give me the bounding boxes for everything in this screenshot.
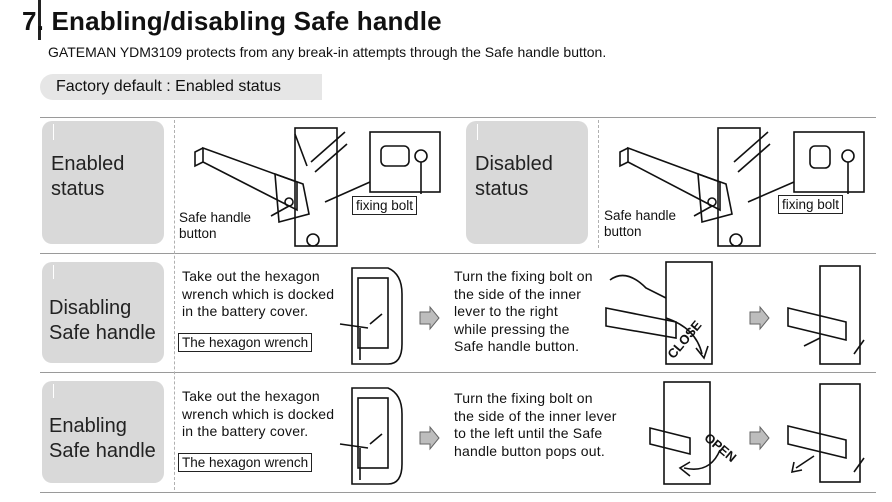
label-line: Disabled: [475, 153, 553, 175]
disabled-status-label: [475, 152, 553, 202]
divider: [40, 253, 876, 254]
close-label: CLOSE: [664, 317, 705, 362]
chevron-right-icon: [746, 426, 770, 450]
safe-handle-button-callout: [604, 208, 676, 240]
page-title: 7. Enabling/disabling Safe handle: [22, 6, 442, 36]
chevron-right-icon: [746, 306, 770, 330]
label-line: Disabling: [49, 297, 132, 319]
instruction-line: in the battery cover.: [182, 303, 309, 319]
instruction-line: in the battery cover.: [182, 423, 309, 439]
column-divider: [174, 120, 175, 490]
bolt-closed-illustration: [784, 262, 876, 368]
bolt-open-illustration: [784, 380, 876, 486]
hexagon-wrench-callout: The hexagon wrench: [178, 453, 312, 472]
instruction-line: to the left until the Safe: [454, 425, 603, 441]
enabled-status-label: [51, 152, 124, 202]
instruction-line: wrench which is docked: [182, 285, 335, 302]
factory-default-text: Factory default : Enabled status: [56, 78, 282, 95]
label-accent: [53, 265, 54, 279]
disabling-label: [49, 296, 156, 346]
callout-line: Safe handle: [179, 210, 252, 225]
instruction-line: the side of the inner lever: [454, 407, 617, 424]
instruction-line: the side of the inner: [454, 285, 582, 302]
chevron-right-icon: [416, 426, 440, 450]
divider: [40, 117, 876, 118]
instruction-line: Turn the fixing bolt on: [454, 268, 593, 284]
chevron-right-icon: [416, 306, 440, 330]
callout-line: button: [179, 226, 217, 241]
divider: [40, 372, 876, 373]
disabling-step1-text: [182, 268, 334, 321]
instruction-line: lever to the right: [454, 303, 558, 319]
instruction-line: while pressing the: [454, 320, 570, 337]
instruction-line: Take out the hexagon: [182, 268, 320, 284]
label-line: Safe handle: [49, 440, 156, 462]
enabling-label: [49, 414, 156, 464]
column-divider: [598, 120, 599, 248]
label-accent: [53, 384, 54, 398]
hexagon-wrench-callout: The hexagon wrench: [178, 333, 312, 352]
label-line: Enabling: [49, 415, 127, 437]
instruction-line: handle button pops out.: [454, 442, 605, 459]
instruction-line: wrench which is docked: [182, 405, 335, 422]
fixing-bolt-callout: fixing bolt: [352, 196, 417, 215]
callout-line: button: [604, 224, 642, 239]
fixing-bolt-callout: fixing bolt: [778, 195, 843, 214]
label-line: Safe handle: [49, 322, 156, 344]
enabling-step1-text: [182, 388, 334, 441]
open-rotation-illustration: [650, 378, 730, 488]
page-subtitle: GATEMAN YDM3109 protects from any break-in attempts through the Safe handle button.: [48, 44, 607, 60]
safe-handle-button-callout: [179, 210, 251, 242]
open-label: OPEN: [701, 429, 740, 466]
callout-line: Safe handle: [604, 208, 677, 223]
instruction-line: Safe handle button.: [454, 338, 580, 354]
battery-cover-illustration: [340, 264, 410, 368]
divider: [40, 492, 876, 493]
battery-cover-illustration: [340, 384, 410, 488]
label-line: status: [475, 178, 529, 200]
label-accent: [477, 124, 478, 140]
disabling-step2-text: [454, 268, 593, 356]
instruction-line: Take out the hexagon: [182, 388, 320, 404]
enabling-step2-text: [454, 390, 617, 460]
label-line: status: [51, 178, 105, 200]
label-accent: [53, 124, 54, 140]
label-line: Enabled: [51, 153, 125, 175]
instruction-line: Turn the fixing bolt on: [454, 390, 593, 406]
